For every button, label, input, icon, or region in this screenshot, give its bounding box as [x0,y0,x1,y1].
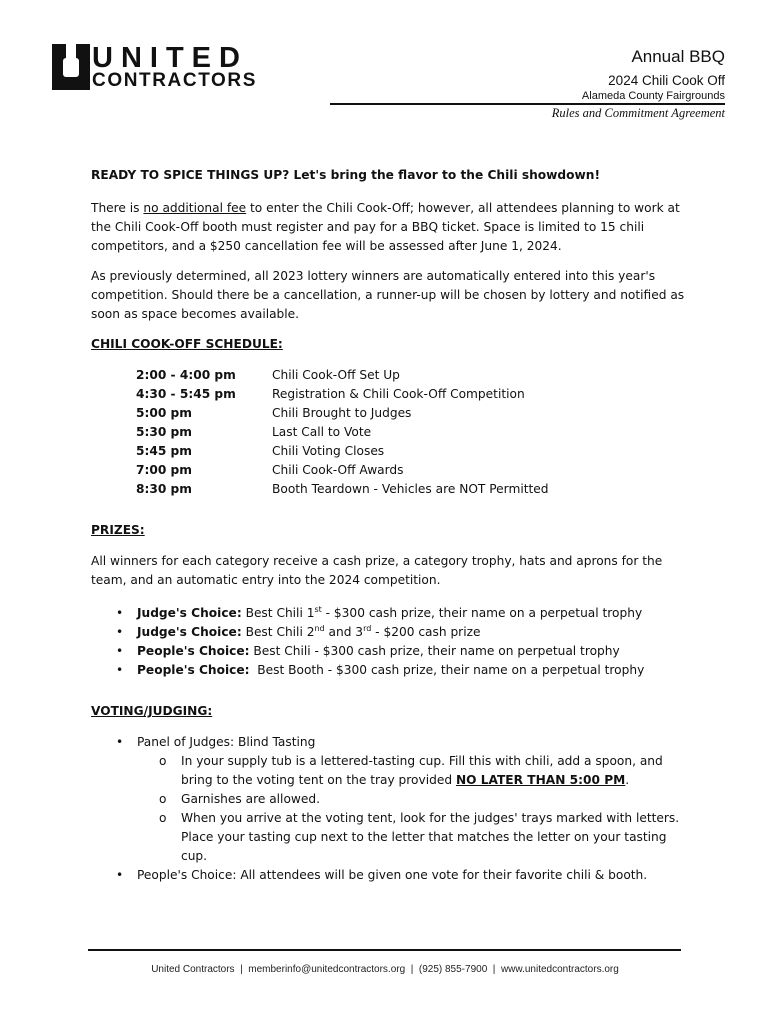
logo-united-text: UNITED [92,42,248,74]
event-location: Alameda County Fairgrounds [581,90,725,102]
bullet-icon: • [116,625,124,639]
footer-divider [88,949,681,951]
prize-text: Best Chili 1 [241,606,315,620]
agreement-title: Rules and Commitment Agreement [551,106,725,120]
schedule-row [136,461,691,480]
bullet-icon: • [116,868,124,882]
header-divider [330,103,725,105]
document-body [91,166,691,897]
voting-list-2 [91,866,691,885]
schedule-time: 5:45 pm [136,444,192,458]
schedule-time: 5:30 pm [136,425,192,439]
schedule-table [136,366,691,499]
bullet-icon: • [116,735,124,749]
bullet-icon: • [116,606,124,620]
document-title: Annual BBQ [631,47,725,66]
schedule-event: Chili Voting Closes [272,444,385,458]
sub-item [91,752,691,790]
ordinal-suffix: nd [314,623,325,633]
prize-text: - $300 cash prize, their name on a perpetual trophy [321,606,643,620]
prize-label: Judge's Choice: [137,606,242,620]
sub-item [91,809,691,866]
lottery-paragraph: As previously determined, all 2023 lottery winners are automatically entered into this year's competition. Should there be a cancellation, a runner-up will be chosen by lottery and notified as soon as space becomes available. [91,269,685,321]
prize-label: People's Choice: [137,644,250,658]
sub-item-text: In your supply tub is a lettered-tasting cup. Fill this with chili, add a spoon, and bring to the voting tent on the tray provided [181,754,663,787]
schedule-time: 4:30 - 5:45 pm [136,387,236,401]
judging-sublist [91,752,691,866]
no-fee-emphasis: no additional fee [143,201,247,215]
prizes-list [91,604,691,680]
voting-list [91,733,691,752]
ordinal-suffix: st [314,604,322,614]
fee-text-end: to enter the Chili Cook-Off; however, all attendees planning to work at the Chili Cook-Off booth must register and pay for a BBQ ticket. Space is limited to 15 chili competitors, and a $250 cancellation fee will be assessed after June 1, 2024. [91,201,680,253]
prize-text: Best Booth - $300 cash prize, their name on a perpetual trophy [249,663,645,677]
deadline-emphasis: NO LATER THAN 5:00 PM [455,773,626,787]
schedule-event: Last Call to Vote [272,425,372,439]
logo-contractors-text: CONTRACTORS [92,70,258,91]
footer-contact: United Contractors | memberinfo@unitedcontractors.org | (925) 855-7900 | www.unitedcontractors.org [151,964,619,975]
schedule-time: 8:30 pm [136,482,192,496]
fee-paragraph [91,199,691,256]
circle-bullet-icon: o [159,811,167,825]
prize-item [91,604,691,623]
schedule-heading: CHILI COOK-OFF SCHEDULE: [91,337,283,351]
schedule-row [136,385,691,404]
prizes-heading: PRIZES: [91,523,145,537]
schedule-event: Chili Brought to Judges [272,406,412,420]
schedule-time: 2:00 - 4:00 pm [136,368,236,382]
prize-label: People's Choice: [137,663,250,677]
document-header [582,46,725,103]
bullet-icon: • [116,644,124,658]
voting-item-peoples [91,866,691,885]
voting-panel-text: Panel of Judges: Blind Tasting [137,735,316,749]
schedule-row [136,404,691,423]
schedule-row [136,366,691,385]
prize-text: Best Chili - $300 cash prize, their name on perpetual trophy [249,644,620,658]
fee-text-start: There is [91,201,144,215]
prize-text: and 3 [324,625,364,639]
voting-item-judges [91,733,691,752]
schedule-row [136,423,691,442]
document-subtitle: 2024 Chili Cook Off [608,73,725,88]
schedule-time: 7:00 pm [136,463,192,477]
sub-item-text: When you arrive at the voting tent, look for the judges' trays marked with letters. Place your tasting cup next to the letter that matches the letter on your tasting cup. [181,811,680,863]
prize-item [91,623,691,642]
schedule-time: 5:00 pm [136,406,192,420]
schedule-row [136,442,691,461]
prize-text: - $200 cash prize [371,625,481,639]
prize-label: Judge's Choice: [137,625,242,639]
prize-item [91,661,691,680]
schedule-event: Chili Cook-Off Set Up [272,368,400,382]
voting-heading: VOTING/JUDGING: [91,704,213,718]
prizes-paragraph: All winners for each category receive a cash prize, a category trophy, hats and aprons for the team, and an automatic entry into the 2024 competition. [91,554,663,587]
peoples-choice-text: People's Choice: All attendees will be given one vote for their favorite chili & booth. [137,868,648,882]
circle-bullet-icon: o [159,754,167,768]
prize-item [91,642,691,661]
sub-item [91,790,691,809]
schedule-event: Chili Cook-Off Awards [272,463,404,477]
ordinal-suffix: rd [363,623,372,633]
sub-item-text: . [625,773,630,787]
schedule-event: Booth Teardown - Vehicles are NOT Permitted [272,482,549,496]
circle-bullet-icon: o [159,792,167,806]
prize-text: Best Chili 2 [241,625,315,639]
bullet-icon: • [116,663,124,677]
schedule-event: Registration & Chili Cook-Off Competition [272,387,525,401]
company-logo [52,44,302,92]
sub-item-text: Garnishes are allowed. [181,792,320,806]
logo-u-mark-icon [52,44,90,90]
schedule-row [136,480,691,499]
intro-heading: READY TO SPICE THINGS UP? Let's bring the flavor to the Chili showdown! [91,168,601,182]
